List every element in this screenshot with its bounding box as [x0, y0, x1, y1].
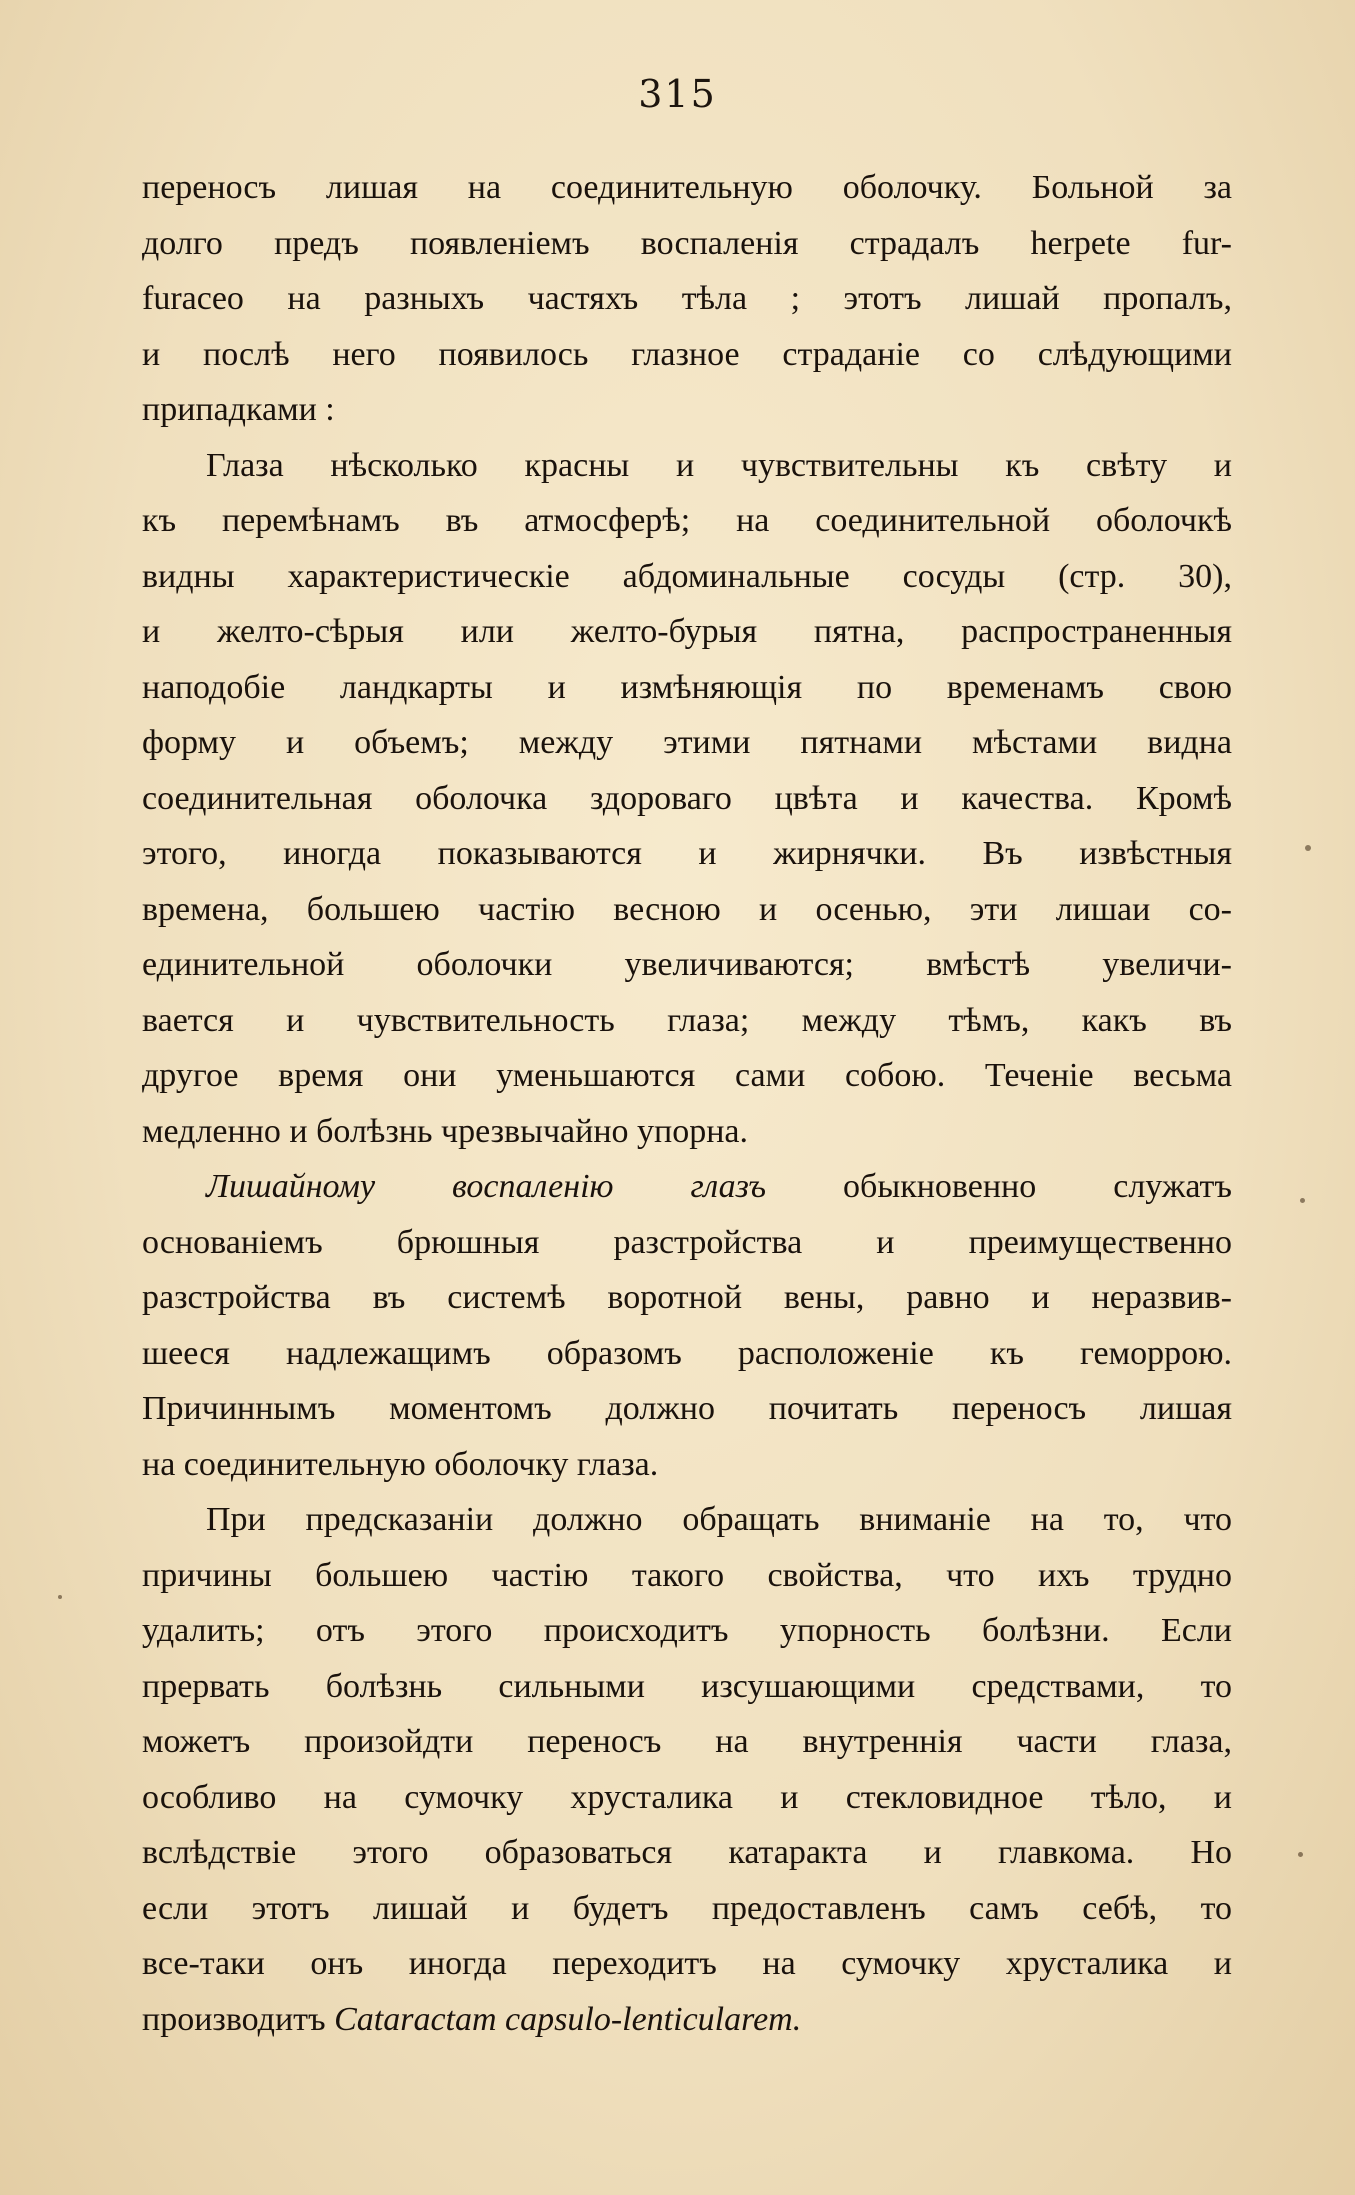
- text-line: если этотъ лишай и будетъ предоставленъ самъ себѣ, то: [142, 1889, 1232, 1927]
- text-line: разстройства въ системѣ воротной вены, равно и неразвив-: [142, 1279, 1232, 1316]
- text-line: соединительная оболочка здороваго цвѣта и качества. Кромѣ: [142, 779, 1232, 817]
- line-remainder: обыкновенно служатъ: [766, 1168, 1232, 1205]
- text-line: удалить; отъ этого происходитъ упорность болѣзни. Если: [142, 1612, 1232, 1649]
- ink-speck: [1305, 845, 1311, 851]
- text-line: и послѣ него появилось глазное страданіе со слѣдующими: [142, 335, 1232, 373]
- text-line: furaceo на разныхъ частяхъ тѣла ; этотъ лишай пропалъ,: [142, 280, 1232, 317]
- text-line-with-italic-lead: [142, 1159, 1232, 1215]
- text-line: шееся надлежащимъ образомъ расположеніе къ геморрою.: [142, 1334, 1232, 1372]
- text-line: вается и чувствительность глаза; между тѣмъ, какъ въ: [142, 1001, 1232, 1039]
- page-number: 315: [638, 72, 717, 116]
- text-line: наподобіе ландкарты и измѣняющія по временамъ свою: [142, 668, 1232, 706]
- text-line: Глаза нѣсколько красны и чувствительны къ свѣту и: [206, 446, 1232, 484]
- text-line: причины большею частію такого свойства, что ихъ трудно: [142, 1556, 1232, 1594]
- text-line: единительной оболочки увеличиваются; вмѣстѣ увеличи-: [142, 946, 1232, 983]
- italic-term: Лишайному воспаленію глазъ: [206, 1168, 767, 1205]
- text-line: медленно и болѣзнь чрезвычайно упорна.: [142, 1112, 749, 1150]
- paragraph-2: [142, 438, 1232, 1160]
- line-lead: производитъ: [142, 2000, 335, 2038]
- text-line: прервать болѣзнь сильными изсушающими средствами, то: [142, 1667, 1232, 1705]
- ink-speck: [1298, 1852, 1303, 1857]
- text-line: все-таки онъ иногда переходитъ на сумочку хрусталика и: [142, 1945, 1232, 1982]
- paragraph-4: [142, 1492, 1232, 2047]
- text-line: этого, иногда показываются и жирнячки. Въ извѣстныя: [142, 835, 1232, 872]
- text-line: другое время они уменьшаются сами собою. Теченіе весьма: [142, 1057, 1232, 1094]
- body-text: [142, 160, 1232, 2047]
- paragraph-3: [142, 1159, 1232, 1492]
- text-line-with-italic-tail: [142, 1992, 1232, 2048]
- text-line: долго предъ появленіемъ воспаленія страдалъ herpete fur-: [142, 224, 1232, 262]
- text-line: При предсказаніи должно обращать вниманіе на то, что: [206, 1501, 1232, 1538]
- italic-term: Cataractam capsulo-lenticularem.: [334, 2000, 802, 2038]
- text-line: Причиннымъ моментомъ должно почитать переносъ лишая: [142, 1390, 1232, 1427]
- text-line: особливо на сумочку хрусталика и стекловидное тѣло, и: [142, 1778, 1232, 1816]
- text-line: припадками :: [142, 391, 335, 428]
- text-line: на соединительную оболочку глаза.: [142, 1445, 659, 1483]
- text-line: видны характеристическіе абдоминальные сосуды (стр. 30),: [142, 557, 1232, 595]
- text-line: форму и объемъ; между этими пятнами мѣстами видна: [142, 724, 1232, 761]
- text-line: вслѣдствіе этого образоваться катаракта и главкома. Но: [142, 1834, 1232, 1871]
- text-line: и желто-сѣрыя или желто-бурыя пятна, распространенныя: [142, 613, 1232, 650]
- text-line: можетъ произойдти переносъ на внутреннія части глаза,: [142, 1723, 1232, 1760]
- ink-speck: [58, 1595, 62, 1599]
- ink-speck: [1300, 1198, 1305, 1203]
- text-line: основаніемъ брюшныя разстройства и преимущественно: [142, 1223, 1232, 1261]
- text-line: времена, большею частію весною и осенью, эти лишаи со-: [142, 890, 1232, 928]
- text-line: переносъ лишая на соединительную оболочку. Больной за: [142, 169, 1232, 206]
- text-line: къ перемѣнамъ въ атмосферѣ; на соединительной оболочкѣ: [142, 502, 1232, 539]
- paragraph-1: [142, 160, 1232, 438]
